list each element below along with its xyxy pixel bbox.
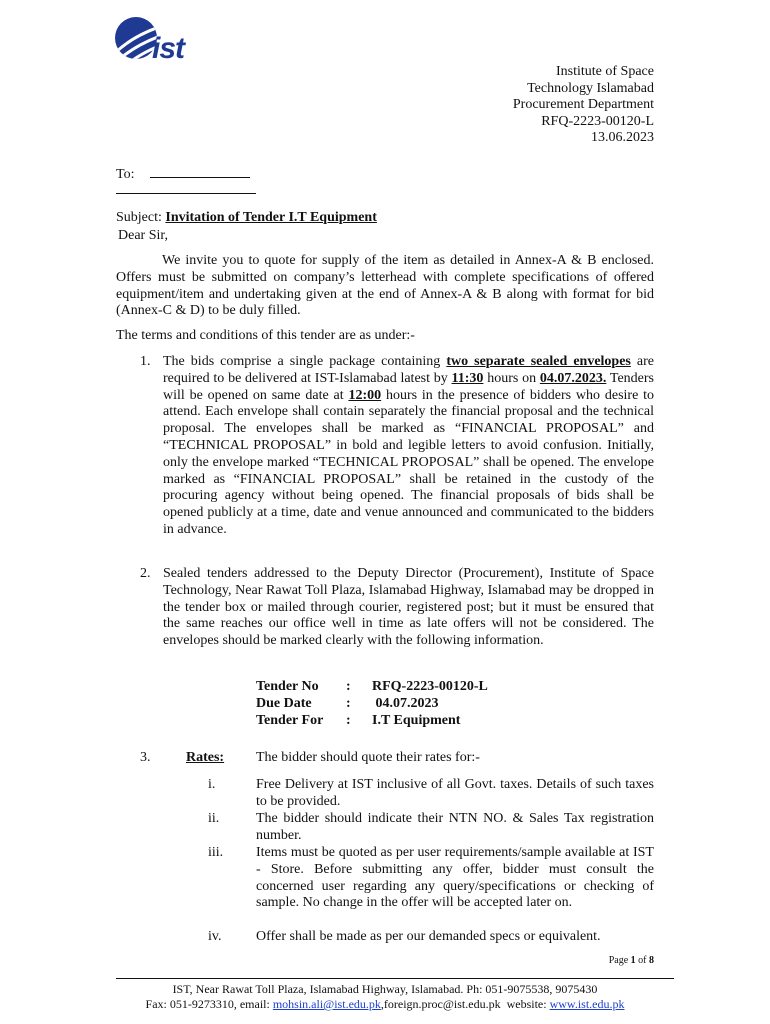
salutation: Dear Sir,: [118, 228, 168, 243]
tender-info-row: Tender For : I.T Equipment: [256, 712, 461, 728]
item-text: The bids comprise a single package containing two separate sealed envelopes are required to be delivered at IST-Islamabad latest by 11:30 hours on 04.07.2023. Tenders will be opened on same date at 12:00 hours in the presence of bidders who desire to attend. Each envelope shall contain separately the financial proposal and the technical proposal. The envelopes shall be marked as “FINANCIAL PROPOSAL” and “TECHNICAL PROPOSAL” in bold and legible letters to avoid confusion. Initially, only the envelope marked “TECHNICAL PROPOSAL” shall be opened. The envelope marked as “FINANCIAL PROPOSAL” shall be retained in the custody of the procuring agency without being opened. The financial proposals of bids shall be opened publicly at a time, date and venue announced and communicated to the bidders in advance.: [163, 354, 655, 537]
emphasis: 12:00: [348, 387, 382, 403]
terms-intro: The terms and conditions of this tender are as under:-: [116, 328, 415, 343]
item-number: 2.: [140, 566, 151, 581]
page-number: Page 1 of 8: [608, 955, 654, 966]
item-number: 1.: [140, 354, 151, 369]
footer-contact: Fax: 051-9273310, email: mohsin.ali@ist.edu.pk,foreign.proc@ist.edu.pk website: www.ist.edu.pk: [145, 997, 625, 1011]
email-link[interactable]: mohsin.ali@ist.edu.pk: [272, 997, 381, 1011]
address-line: Technology Islamabad: [527, 80, 654, 96]
emphasis: two separate sealed envelopes: [446, 354, 631, 369]
subject-line: [116, 210, 377, 226]
tender-info-row: Due Date : 04.07.2023: [256, 695, 439, 711]
item-number: 3.: [140, 750, 151, 765]
rates-heading: Rates:: [186, 750, 225, 765]
reference-number: RFQ-2223-00120-L: [541, 113, 654, 129]
ist-logo: [112, 14, 212, 66]
emphasis: 04.07.2023.: [539, 370, 607, 386]
recipient-blank: [150, 165, 250, 178]
footer-divider: [116, 978, 674, 979]
recipient-blank-line: [116, 193, 256, 194]
address-line: Procurement Department: [512, 97, 654, 112]
sender-address: [513, 64, 654, 147]
email-secondary: ,foreign.proc@ist.edu.pk: [380, 997, 501, 1011]
recipient-line: [116, 165, 250, 183]
tender-info-row: Tender No : RFQ-2223-00120-L: [256, 679, 488, 694]
subject-text: Invitation of Tender I.T Equipment: [165, 210, 377, 225]
address-line: Institute of Space: [556, 64, 654, 79]
footer-address: IST, Near Rawat Toll Plaza, Islamabad Highway, Islamabad. Ph: 051-9075538, 9075430: [172, 982, 598, 996]
item-text: Sealed tenders addressed to the Deputy Director (Procurement), Institute of Space Technology, Near Rawat Toll Plaza, Islamabad Highway, Islamabad may be dropped in the tender box or mailed through courier, registered post; but it must be ensured that the same reaches our office well in time as late offers will not be considered. The envelopes should be marked clearly with the following information.: [163, 566, 654, 649]
intro-paragraph: We invite you to quote for supply of the item as detailed in Annex-A & B enclosed. Offers must be submitted on company’s letterhead with complete specifications of offered equipment/item and undertaking given at the end of Annex-A & B along with format for bid (Annex-C & D) to be duly filled.: [116, 253, 654, 319]
tender-info: [256, 679, 488, 729]
to-label: To:: [116, 167, 135, 182]
rates-text: The bidder should quote their rates for:-: [256, 750, 480, 765]
emphasis: 11:30: [451, 370, 484, 386]
website-link[interactable]: www.ist.edu.pk: [549, 997, 625, 1011]
subject-label: Subject:: [116, 210, 162, 225]
logo-text: ist: [152, 32, 185, 65]
letter-date: 13.06.2023: [591, 130, 654, 145]
